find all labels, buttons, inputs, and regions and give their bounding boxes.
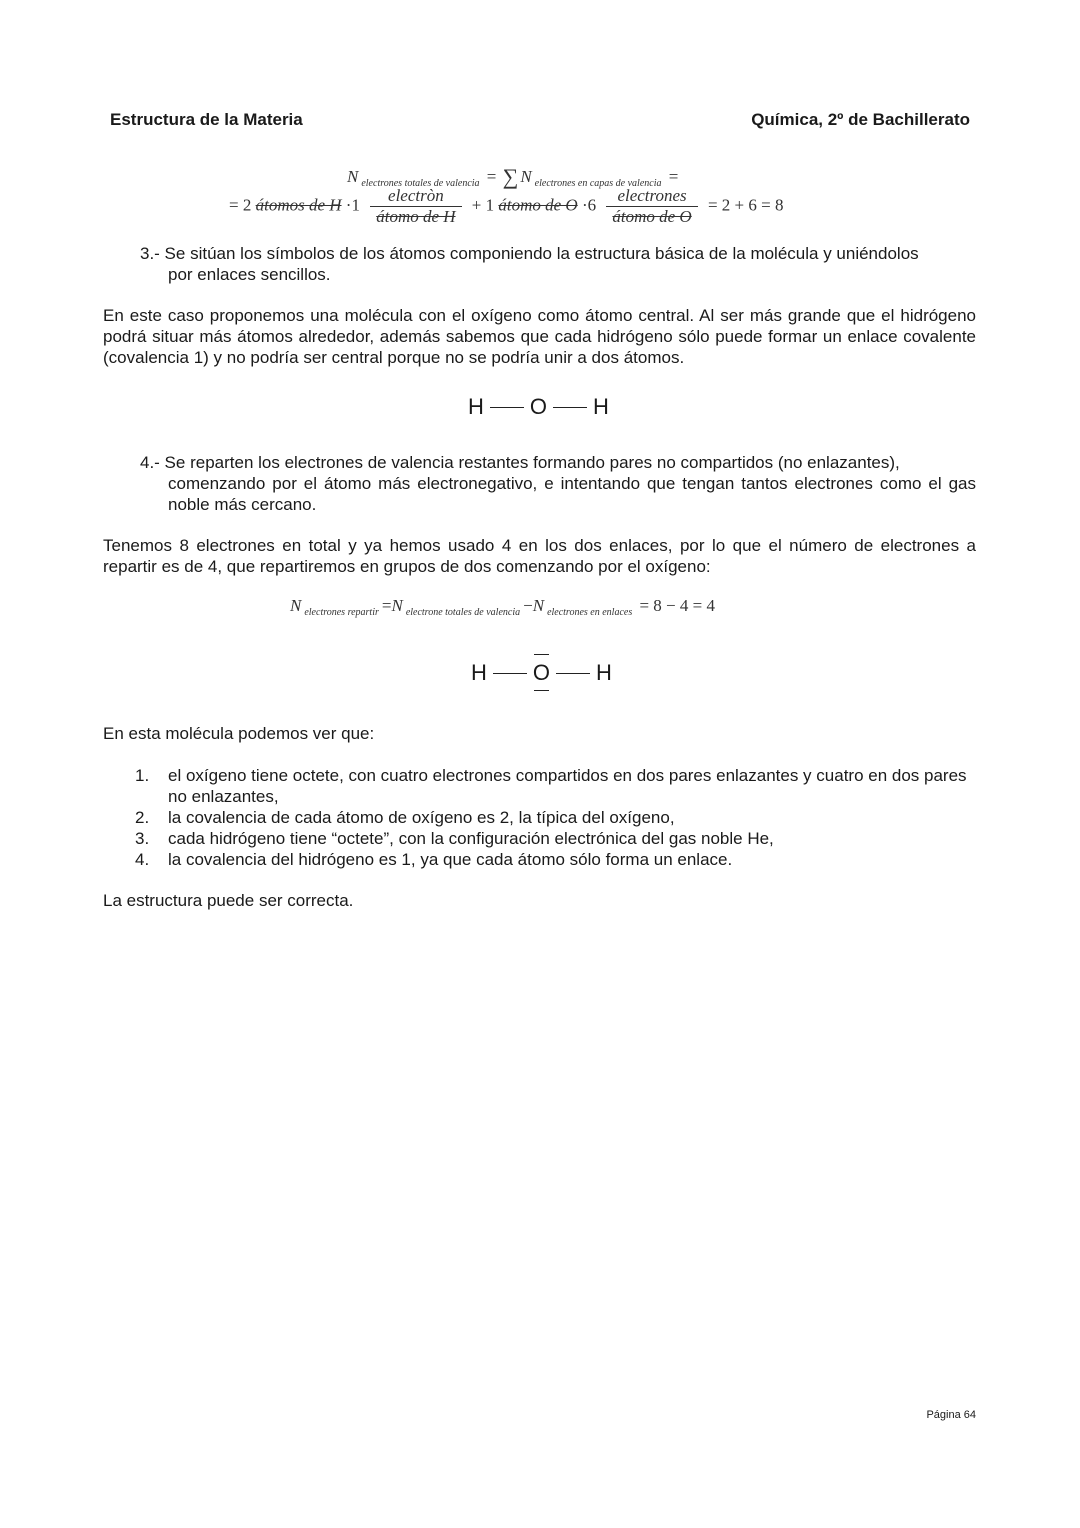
- list-number: 2.: [135, 808, 150, 827]
- list-text: la covalencia del hidrógeno es 1, ya que cada átomo sólo forma un enlace.: [168, 850, 733, 869]
- equation-valence-total-line2: [229, 186, 783, 227]
- fraction-denominator: átomo de O: [606, 206, 697, 227]
- atom-oxygen: O: [529, 394, 548, 419]
- step-text-continuation: comenzando por el átomo más electronegativo, e intentando que tengan tantos electrones como el gas noble más cercano.: [168, 474, 976, 514]
- fraction-numerator: electròn: [388, 186, 444, 205]
- equation-valence-total-line1: [347, 162, 678, 188]
- fraction-numerator: electrones: [617, 186, 687, 205]
- list-item: [135, 828, 976, 849]
- eq-subscript: electrones repartir: [304, 607, 379, 618]
- eq-equals: =: [486, 167, 497, 186]
- equation-electrons-to-distribute: [290, 596, 715, 616]
- page-number: Página 64: [926, 1409, 976, 1421]
- step-text: 4.- Se reparten los electrones de valencia restantes formando pares no compartidos (no enlazantes),: [140, 453, 900, 472]
- paragraph-observations-intro: En esta molécula podemos ver que:: [103, 724, 375, 743]
- eq-symbol-n: N: [391, 596, 403, 615]
- atom-hydrogen: H: [593, 394, 609, 419]
- list-text: el oxígeno tiene octete, con cuatro electrones compartidos en dos pares enlazantes y cuatro en dos pares no enlazantes,: [168, 766, 967, 806]
- step-text-continuation: por enlaces sencillos.: [168, 265, 331, 284]
- atom-oxygen: O: [532, 660, 551, 685]
- eq-symbol-n: N: [532, 596, 545, 615]
- list-item: [135, 849, 976, 870]
- atom-oxygen-with-lone-pairs: [533, 660, 550, 686]
- eq-equals: =: [381, 596, 392, 615]
- list-item: [135, 765, 976, 807]
- eq-symbol-n: N: [347, 167, 359, 186]
- list-text: la covalencia de cada átomo de oxígeno es 2, la típica del oxígeno,: [168, 808, 675, 827]
- molecule-structure-basic: [468, 394, 609, 420]
- single-bond: [490, 407, 524, 408]
- observations-list: [135, 765, 976, 870]
- molecule-structure-lewis: [471, 660, 612, 686]
- single-bond: [493, 673, 527, 674]
- eq-plus: + 1: [471, 195, 495, 215]
- header-section-title: Estructura de la Materia: [110, 110, 303, 129]
- single-bond: [553, 407, 587, 408]
- eq-lead: = 2: [229, 195, 252, 215]
- eq-subscript: electrones en capas de valencia: [534, 178, 662, 189]
- list-text: cada hidrógeno tiene “octete”, con la configuración electrónica del gas noble He,: [168, 829, 774, 848]
- fraction-denominator: átomo de H: [370, 206, 461, 227]
- eq-multiplier: ·1: [345, 195, 360, 215]
- eq-fraction: [606, 186, 697, 227]
- sigma-symbol: ∑: [502, 164, 519, 189]
- list-number: 1.: [135, 766, 150, 785]
- atom-hydrogen: H: [468, 394, 484, 419]
- lone-pair-top: [534, 654, 549, 655]
- eq-cancelled-unit: átomos de H: [255, 195, 342, 215]
- eq-minus: −: [523, 596, 533, 615]
- eq-subscript: electrone totales de valencia: [405, 607, 521, 618]
- lone-pair-bottom: [534, 690, 549, 691]
- paragraph-conclusion: La estructura puede ser correcta.: [103, 891, 354, 910]
- step-3: [140, 243, 976, 285]
- atom-hydrogen: H: [471, 660, 487, 685]
- eq-cancelled-unit: átomo de O: [498, 195, 578, 215]
- eq-result: = 2 + 6 = 8: [707, 195, 784, 215]
- eq-symbol-n: N: [520, 167, 532, 186]
- atom-hydrogen: H: [596, 660, 612, 685]
- step-text: 3.- Se sitúan los símbolos de los átomos componiendo la estructura básica de la molécula y uniéndolos: [140, 244, 919, 263]
- eq-subscript: electrones totales de valencia: [361, 178, 480, 189]
- eq-equals: =: [668, 167, 679, 186]
- list-number: 3.: [135, 829, 150, 848]
- paragraph-central-atom: En este caso proponemos una molécula con el oxígeno como átomo central. Al ser más grande que el hidrógeno podrá situar más átomos alrededor, además sabemos que cada hidrógeno sólo puede formar un enlace covalente (covalencia 1) y no podría ser central porque no se podría unir a dos átomos.: [103, 306, 976, 367]
- eq-fraction: [370, 186, 461, 227]
- eq-multiplier: ·6: [581, 195, 597, 215]
- eq-subscript: electrones en enlaces: [547, 607, 633, 618]
- eq-result: = 8 − 4 = 4: [639, 596, 715, 615]
- list-number: 4.: [135, 850, 150, 869]
- single-bond: [556, 673, 590, 674]
- list-item: [135, 807, 976, 828]
- paragraph-electron-count: Tenemos 8 electrones en total y ya hemos usado 4 en los dos enlaces, por lo que el número de electrones a repartir es de 4, que repartiremos en grupos de dos comenzando por el oxígeno:: [103, 536, 976, 576]
- step-4: [140, 452, 976, 515]
- header-course-title: Química, 2º de Bachillerato: [751, 110, 970, 129]
- eq-symbol-n: N: [290, 596, 302, 615]
